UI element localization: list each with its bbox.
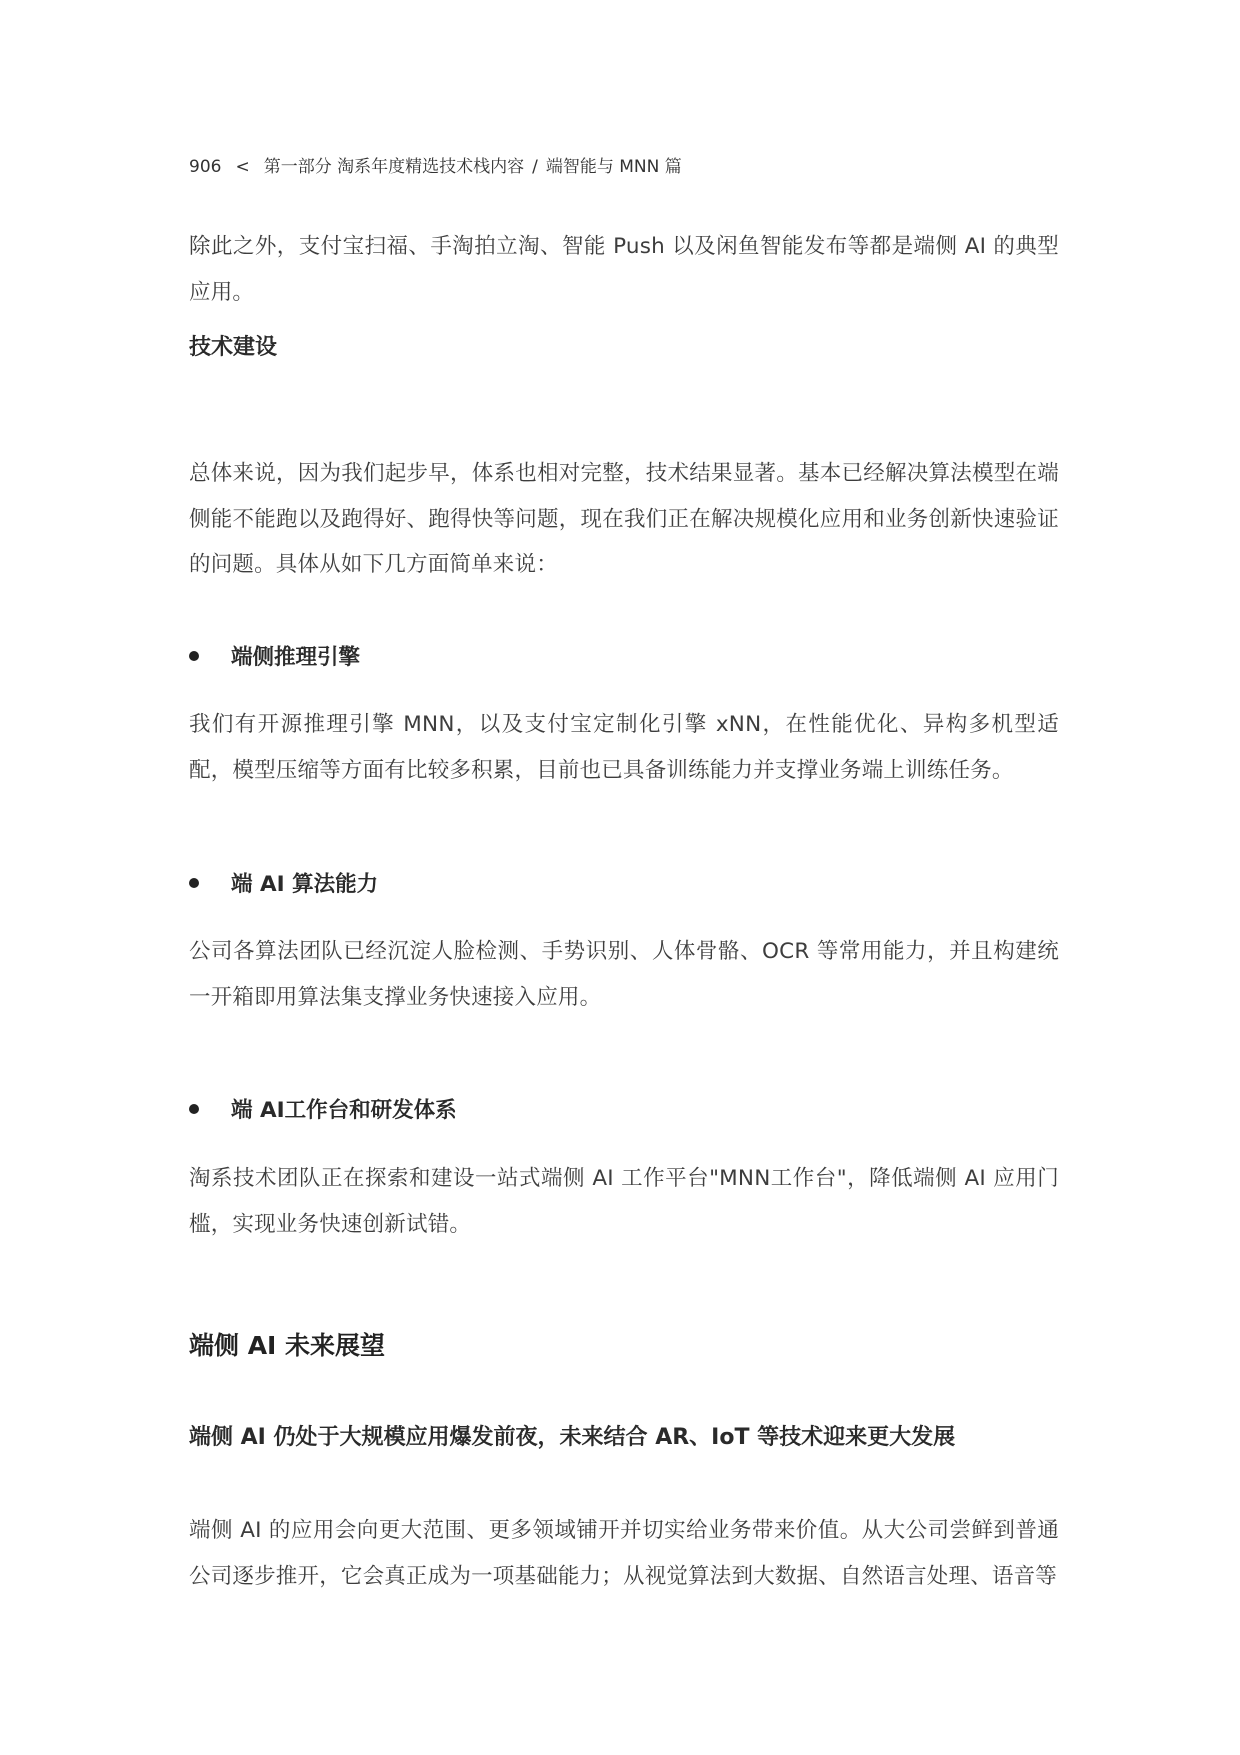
bullet-algorithm-capability [189,867,378,898]
header-separator: / [532,157,538,177]
heading-future: 端侧 AI 仍处于大规模应用爆发前夜，未来结合 AR、IoT 等技术迎来更大发展 [189,1425,956,1450]
bullet-dot-icon [189,651,199,661]
heading-tech-construction: 技术建设 [189,335,278,360]
bullet-label: 端侧推理引擎 [231,645,361,670]
paragraph-intro: 除此之外，支付宝扫福、手淘拍立淘、智能 Push 以及闲鱼智能发布等都是端侧 AI 的典型应用。 [189,234,1059,305]
paragraph-overview: 总体来说，因为我们起步早，体系也相对完整，技术结果显著。基本已经解决算法模型在端侧能不能跑以及跑得好、跑得快等问题，现在我们正在解决规模化应用和业务创新快速验证的问题。具体从如下几方面简单来说： [189,461,1059,577]
paragraph-future: 端侧 AI 的应用会向更大范围、更多领域铺开并切实给业务带来价值。从大公司尝鲜到普通公司逐步推开，它会真正成为一项基础能力；从视觉算法到大数据、自然语言处理、语音等 [189,1518,1059,1589]
bullet-workbench [189,1093,457,1124]
running-header [189,152,682,177]
chevron-left-icon: < [235,157,250,177]
paragraph-inference: 我们有开源推理引擎 MNN，以及支付宝定制化引擎 xNN，在性能优化、异构多机型适配，模型压缩等方面有比较多积累，目前也已具备训练能力并支撑业务端上训练任务。 [189,712,1059,783]
paragraph-workbench: 淘系技术团队正在探索和建设一站式端侧 AI 工作平台"MNN工作台"，降低端侧 AI 应用门槛，实现业务快速创新试错。 [189,1166,1059,1237]
paragraph-algorithm: 公司各算法团队已经沉淀人脸检测、手势识别、人体骨骼、OCR 等常用能力，并且构建统一开箱即用算法集支撑业务快速接入应用。 [189,939,1059,1010]
chapter-title: 端智能与 MNN 篇 [545,157,682,177]
page-number: 906 [189,157,222,177]
bullet-dot-icon [189,878,199,888]
bullet-dot-icon [189,1104,199,1114]
bullet-label: 端 AI工作台和研发体系 [231,1098,457,1123]
bullet-label: 端 AI 算法能力 [231,872,379,897]
section-title-future: 端侧 AI 未来展望 [189,1331,386,1360]
bullet-inference-engine [189,640,360,671]
part-title: 第一部分 淘系年度精选技术栈内容 [263,157,525,177]
